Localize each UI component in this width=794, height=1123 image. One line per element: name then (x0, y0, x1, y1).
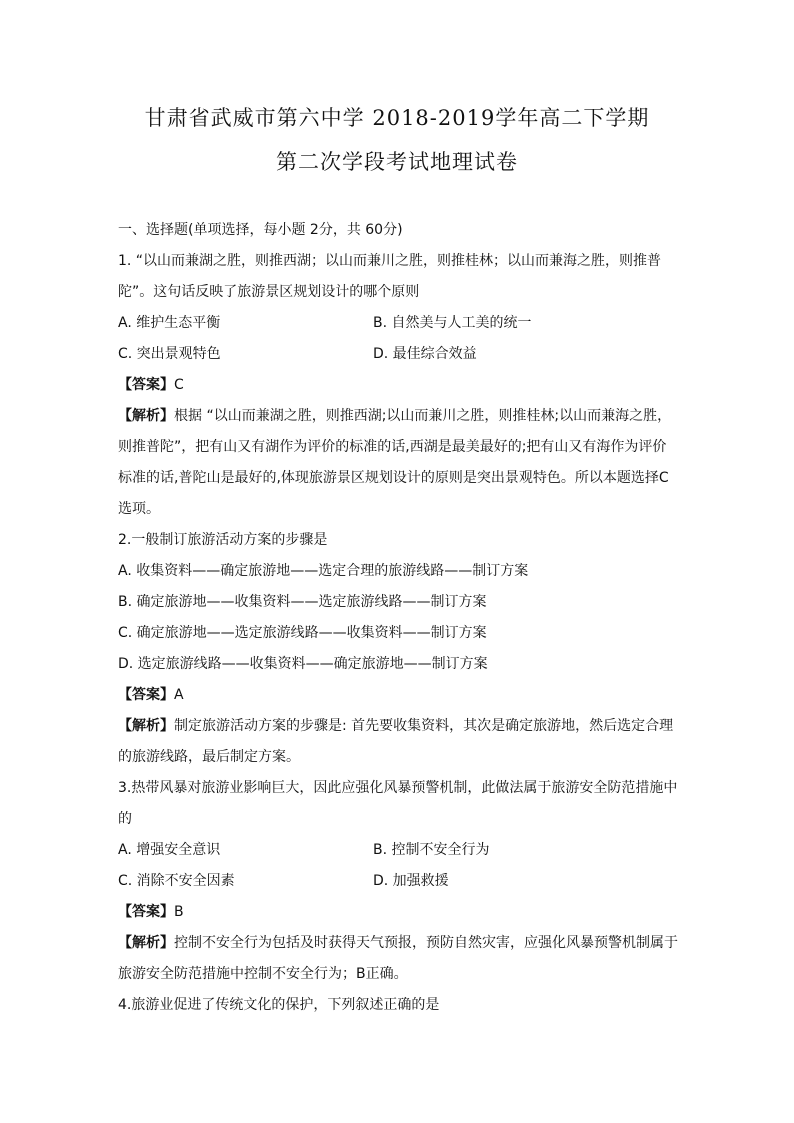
option-d: D. 选定旅游线路——收集资料——确定旅游地——制订方案 (118, 656, 488, 672)
answer-line (118, 370, 676, 401)
analysis-text: 根据 “以山而兼湖之胜，则推西湖;以山而兼川之胜，则推桂林;以山而兼海之胜， (174, 408, 672, 424)
exam-title-line1: 甘肃省武威市第六中学 2018-2019学年高二下学期 (144, 106, 650, 130)
option-row (118, 866, 676, 897)
analysis-line (118, 711, 676, 742)
analysis-text: 的旅游线路，最后制定方案。 (118, 749, 300, 765)
question-stem-line: 3.热带风暴对旅游业影响巨大，因此应强化风暴预警机制，此做法属于旅游安全防范措施中 (118, 780, 678, 796)
exam-content (118, 215, 676, 1021)
question-stem-line: 4.旅游业促进了传统文化的保护，下列叙述正确的是 (118, 997, 440, 1013)
answer-line (118, 897, 676, 928)
answer-value: B (174, 904, 184, 920)
option-c: C. 突出景观特色 (118, 346, 221, 362)
analysis-text: 则推普陀”，把有山又有湖作为评价的标准的话,西湖是最美最好的;把有山又有海作为评价 (118, 439, 667, 455)
option-d: D. 加强救援 (373, 873, 449, 889)
option-a: A. 维护生态平衡 (118, 315, 221, 331)
option-d: D. 最佳综合效益 (373, 346, 477, 362)
answer-label: 【答案】 (118, 687, 174, 703)
option-b: B. 控制不安全行为 (373, 842, 490, 858)
option-row (118, 339, 676, 370)
analysis-text: 控制不安全行为包括及时获得天气预报，预防自然灾害，应强化风暴预警机制属于 (174, 935, 678, 951)
question-stem-line: 1. “以山而兼湖之胜，则推西湖；以山而兼川之胜，则推桂林；以山而兼海之胜，则推普 (118, 253, 662, 269)
option-b: B. 确定旅游地——收集资料——选定旅游线路——制订方案 (118, 594, 487, 610)
section-heading: 一、选择题(单项选择，每小题 2分，共 60分) (118, 222, 403, 238)
analysis-text: 旅游安全防范措施中控制不安全行为；B正确。 (118, 966, 408, 982)
option-b: B. 自然美与人工美的统一 (373, 315, 532, 331)
option-row (118, 835, 676, 866)
question-stem-line: 2.一般制订旅游活动方案的步骤是 (118, 532, 328, 548)
answer-line (118, 680, 676, 711)
question-2 (118, 525, 676, 773)
option-a: A. 增强安全意识 (118, 842, 221, 858)
analysis-line (118, 928, 676, 959)
analysis-line (118, 401, 676, 432)
answer-label: 【答案】 (118, 904, 174, 920)
answer-value: A (174, 687, 184, 703)
analysis-text: 标准的话,普陀山是最好的,体现旅游景区规划设计的原则是突出景观特色。所以本题选择C (118, 470, 669, 486)
option-c: C. 消除不安全因素 (118, 873, 235, 889)
question-4 (118, 990, 676, 1021)
answer-value: C (174, 377, 184, 393)
analysis-label: 【解析】 (118, 718, 174, 734)
analysis-text: 制定旅游活动方案的步骤是: 首先要收集资料，其次是确定旅游地，然后选定合理 (174, 718, 674, 734)
question-1 (118, 246, 676, 525)
analysis-label: 【解析】 (118, 408, 174, 424)
exam-title-line2: 第二次学段考试地理试卷 (276, 150, 518, 174)
question-stem-line: 陀”。这句话反映了旅游景区规划设计的哪个原则 (118, 284, 420, 300)
question-3 (118, 773, 676, 990)
option-row (118, 308, 676, 339)
answer-label: 【答案】 (118, 377, 174, 393)
question-stem-line: 的 (118, 811, 132, 827)
analysis-text: 选项。 (118, 501, 160, 517)
analysis-label: 【解析】 (118, 935, 174, 951)
option-a: A. 收集资料——确定旅游地——选定合理的旅游线路——制订方案 (118, 563, 529, 579)
option-c: C. 确定旅游地——选定旅游线路——收集资料——制订方案 (118, 625, 487, 641)
